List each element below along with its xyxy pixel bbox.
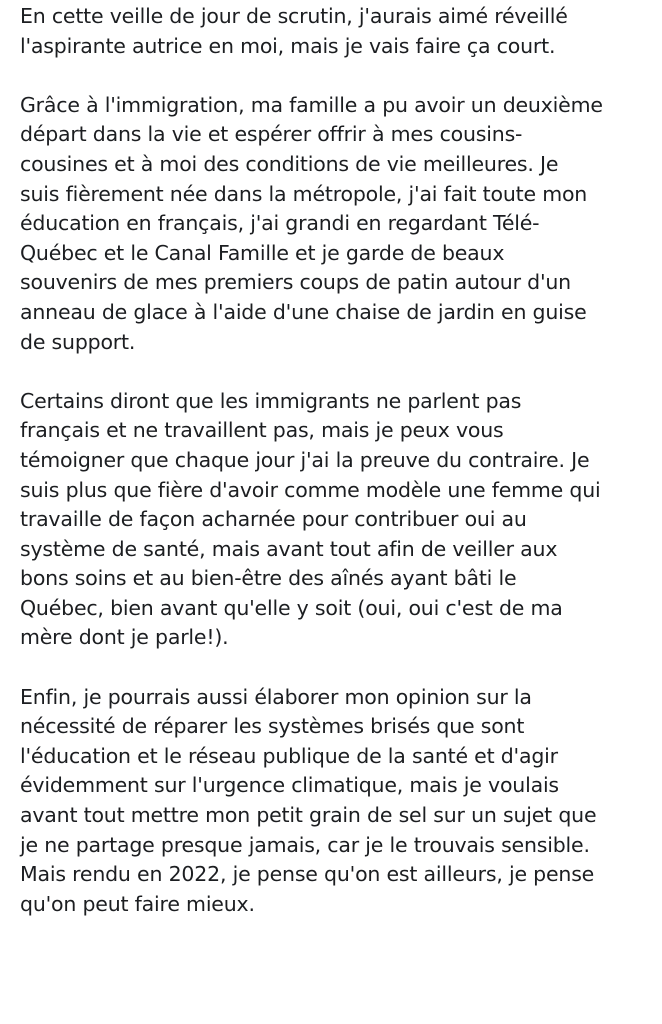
text-line: mère dont je parle!). xyxy=(20,625,229,650)
paragraph-intro xyxy=(20,2,648,61)
text-line: départ dans la vie et espérer offrir à mes cousins- xyxy=(20,122,523,147)
text-line: je ne partage presque jamais, car je le trouvais sensible. xyxy=(20,832,590,857)
text-line: nécessité de réparer les systèmes brisés que sont xyxy=(20,714,525,739)
text-line: Certains diront que les immigrants ne parlent pas xyxy=(20,388,522,413)
text-line: Mais rendu en 2022, je pense qu'on est ailleurs, je pense xyxy=(20,862,595,887)
text-line: français et ne travaillent pas, mais je peux vous xyxy=(20,418,504,443)
text-line: En cette veille de jour de scrutin, j'aurais aimé réveillé xyxy=(20,4,568,28)
text-line: suis plus que fière d'avoir comme modèle une femme qui xyxy=(20,477,601,502)
text-line: l'aspirante autrice en moi, mais je vais faire ça court. xyxy=(20,33,556,58)
text-line: suis fièrement née dans la métropole, j'ai fait toute mon xyxy=(20,181,588,206)
text-line: qu'on peut faire mieux. xyxy=(20,891,255,916)
paragraph-immigration xyxy=(20,91,648,357)
text-line: Québec, bien avant qu'elle y soit (oui, oui c'est de ma xyxy=(20,595,563,620)
text-line: Grâce à l'immigration, ma famille a pu avoir un deuxième xyxy=(20,92,603,117)
text-line: travaille de façon acharnée pour contribuer oui au xyxy=(20,507,527,532)
text-line: éducation en français, j'ai grandi en regardant Télé- xyxy=(20,211,540,236)
text-line: témoigner que chaque jour j'ai la preuve du contraire. Je xyxy=(20,447,590,472)
text-line: évidemment sur l'urgence climatique, mais je voulais xyxy=(20,773,559,798)
paragraph-conclusion xyxy=(20,683,648,920)
text-line: cousines et à moi des conditions de vie meilleures. Je xyxy=(20,151,559,176)
text-line: anneau de glace à l'aide d'une chaise de jardin en guise xyxy=(20,299,587,324)
text-line: Québec et le Canal Famille et je garde de beaux xyxy=(20,240,505,265)
text-line: bons soins et au bien-être des aînés ayant bâti le xyxy=(20,566,517,591)
paragraph-testimony xyxy=(20,387,648,653)
text-line: système de santé, mais avant tout afin de veiller aux xyxy=(20,536,558,561)
text-line: avant tout mettre mon petit grain de sel sur un sujet que xyxy=(20,803,597,828)
text-line: Enfin, je pourrais aussi élaborer mon opinion sur la xyxy=(20,684,532,709)
text-line: l'éducation et le réseau publique de la santé et d'agir xyxy=(20,743,558,768)
text-line: souvenirs de mes premiers coups de patin autour d'un xyxy=(20,270,571,295)
text-line: de support. xyxy=(20,329,136,354)
